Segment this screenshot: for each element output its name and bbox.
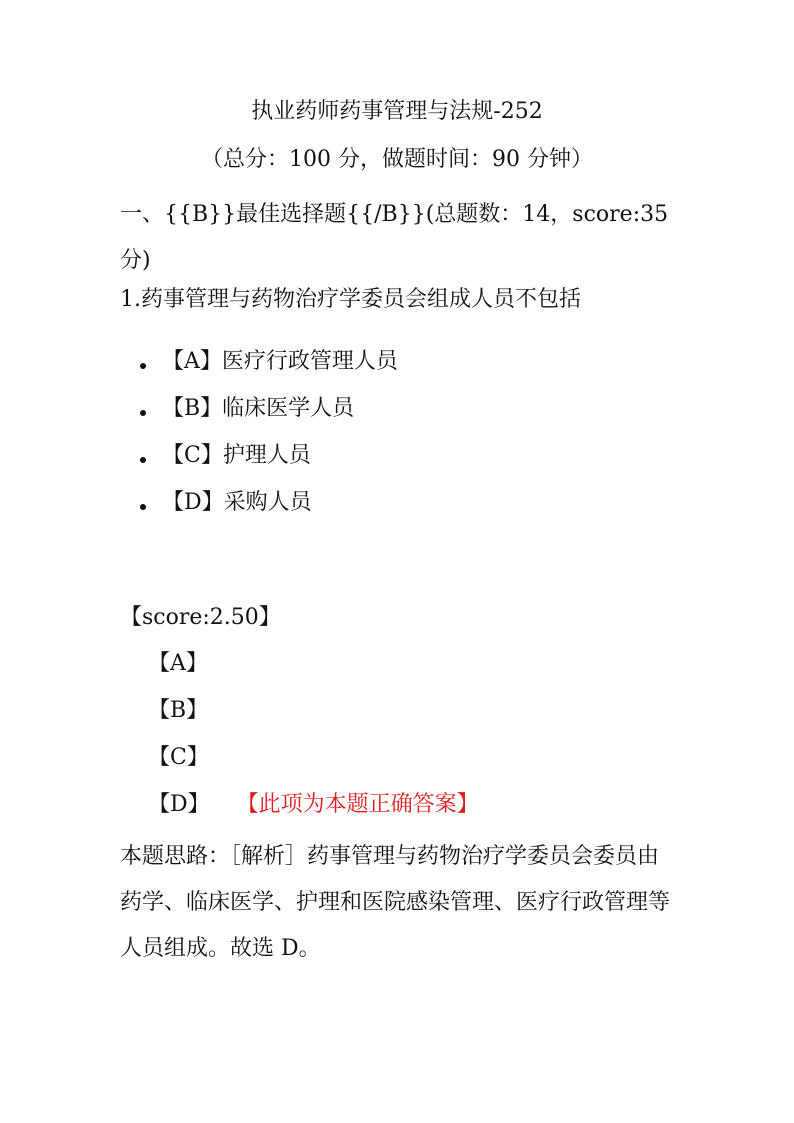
bullet-icon [140, 504, 146, 510]
option-item-d [140, 487, 398, 534]
answer-item-d [148, 789, 479, 836]
option-label: 【D】采购人员 [162, 490, 312, 515]
analysis-text: 本题思路：［解析］药事管理与药物治疗学委员会委员由药学、临床医学、护理和医院感染管理、医疗行政管理等人员组成。故选 D。 [120, 844, 671, 961]
answer-label: 【D】 [148, 792, 210, 817]
question-text: 1.药事管理与药物治疗学委员会组成人员不包括 [120, 287, 581, 312]
option-item-b [140, 393, 398, 440]
bullet-icon [140, 363, 146, 369]
option-item-c [140, 440, 398, 487]
bullet-icon [140, 457, 146, 463]
answer-item-b [148, 695, 479, 742]
option-item-a [140, 346, 398, 393]
answer-item-c [148, 742, 479, 789]
section-heading: 一、{{B}}最佳选择题{{/B}}(总题数：14，score:35 分) [120, 202, 669, 273]
answer-label: 【A】 [148, 651, 208, 676]
score-label: 【score:2.50】 [120, 605, 281, 630]
page-title: 执业药师药事管理与法规-252 [251, 99, 543, 124]
answer-item-a [148, 648, 479, 695]
correct-answer-mark: 【此项为本题正确答案】 [247, 792, 479, 817]
option-label: 【B】临床医学人员 [162, 396, 355, 421]
option-label: 【A】医疗行政管理人员 [162, 349, 398, 374]
answer-list [148, 648, 479, 836]
answer-label: 【C】 [148, 745, 209, 770]
page-subtitle: （总分：100 分，做题时间：90 分钟） [201, 147, 593, 172]
bullet-icon [140, 410, 146, 416]
option-label: 【C】护理人员 [162, 443, 311, 468]
option-list [140, 346, 398, 534]
answer-label: 【B】 [148, 698, 209, 723]
